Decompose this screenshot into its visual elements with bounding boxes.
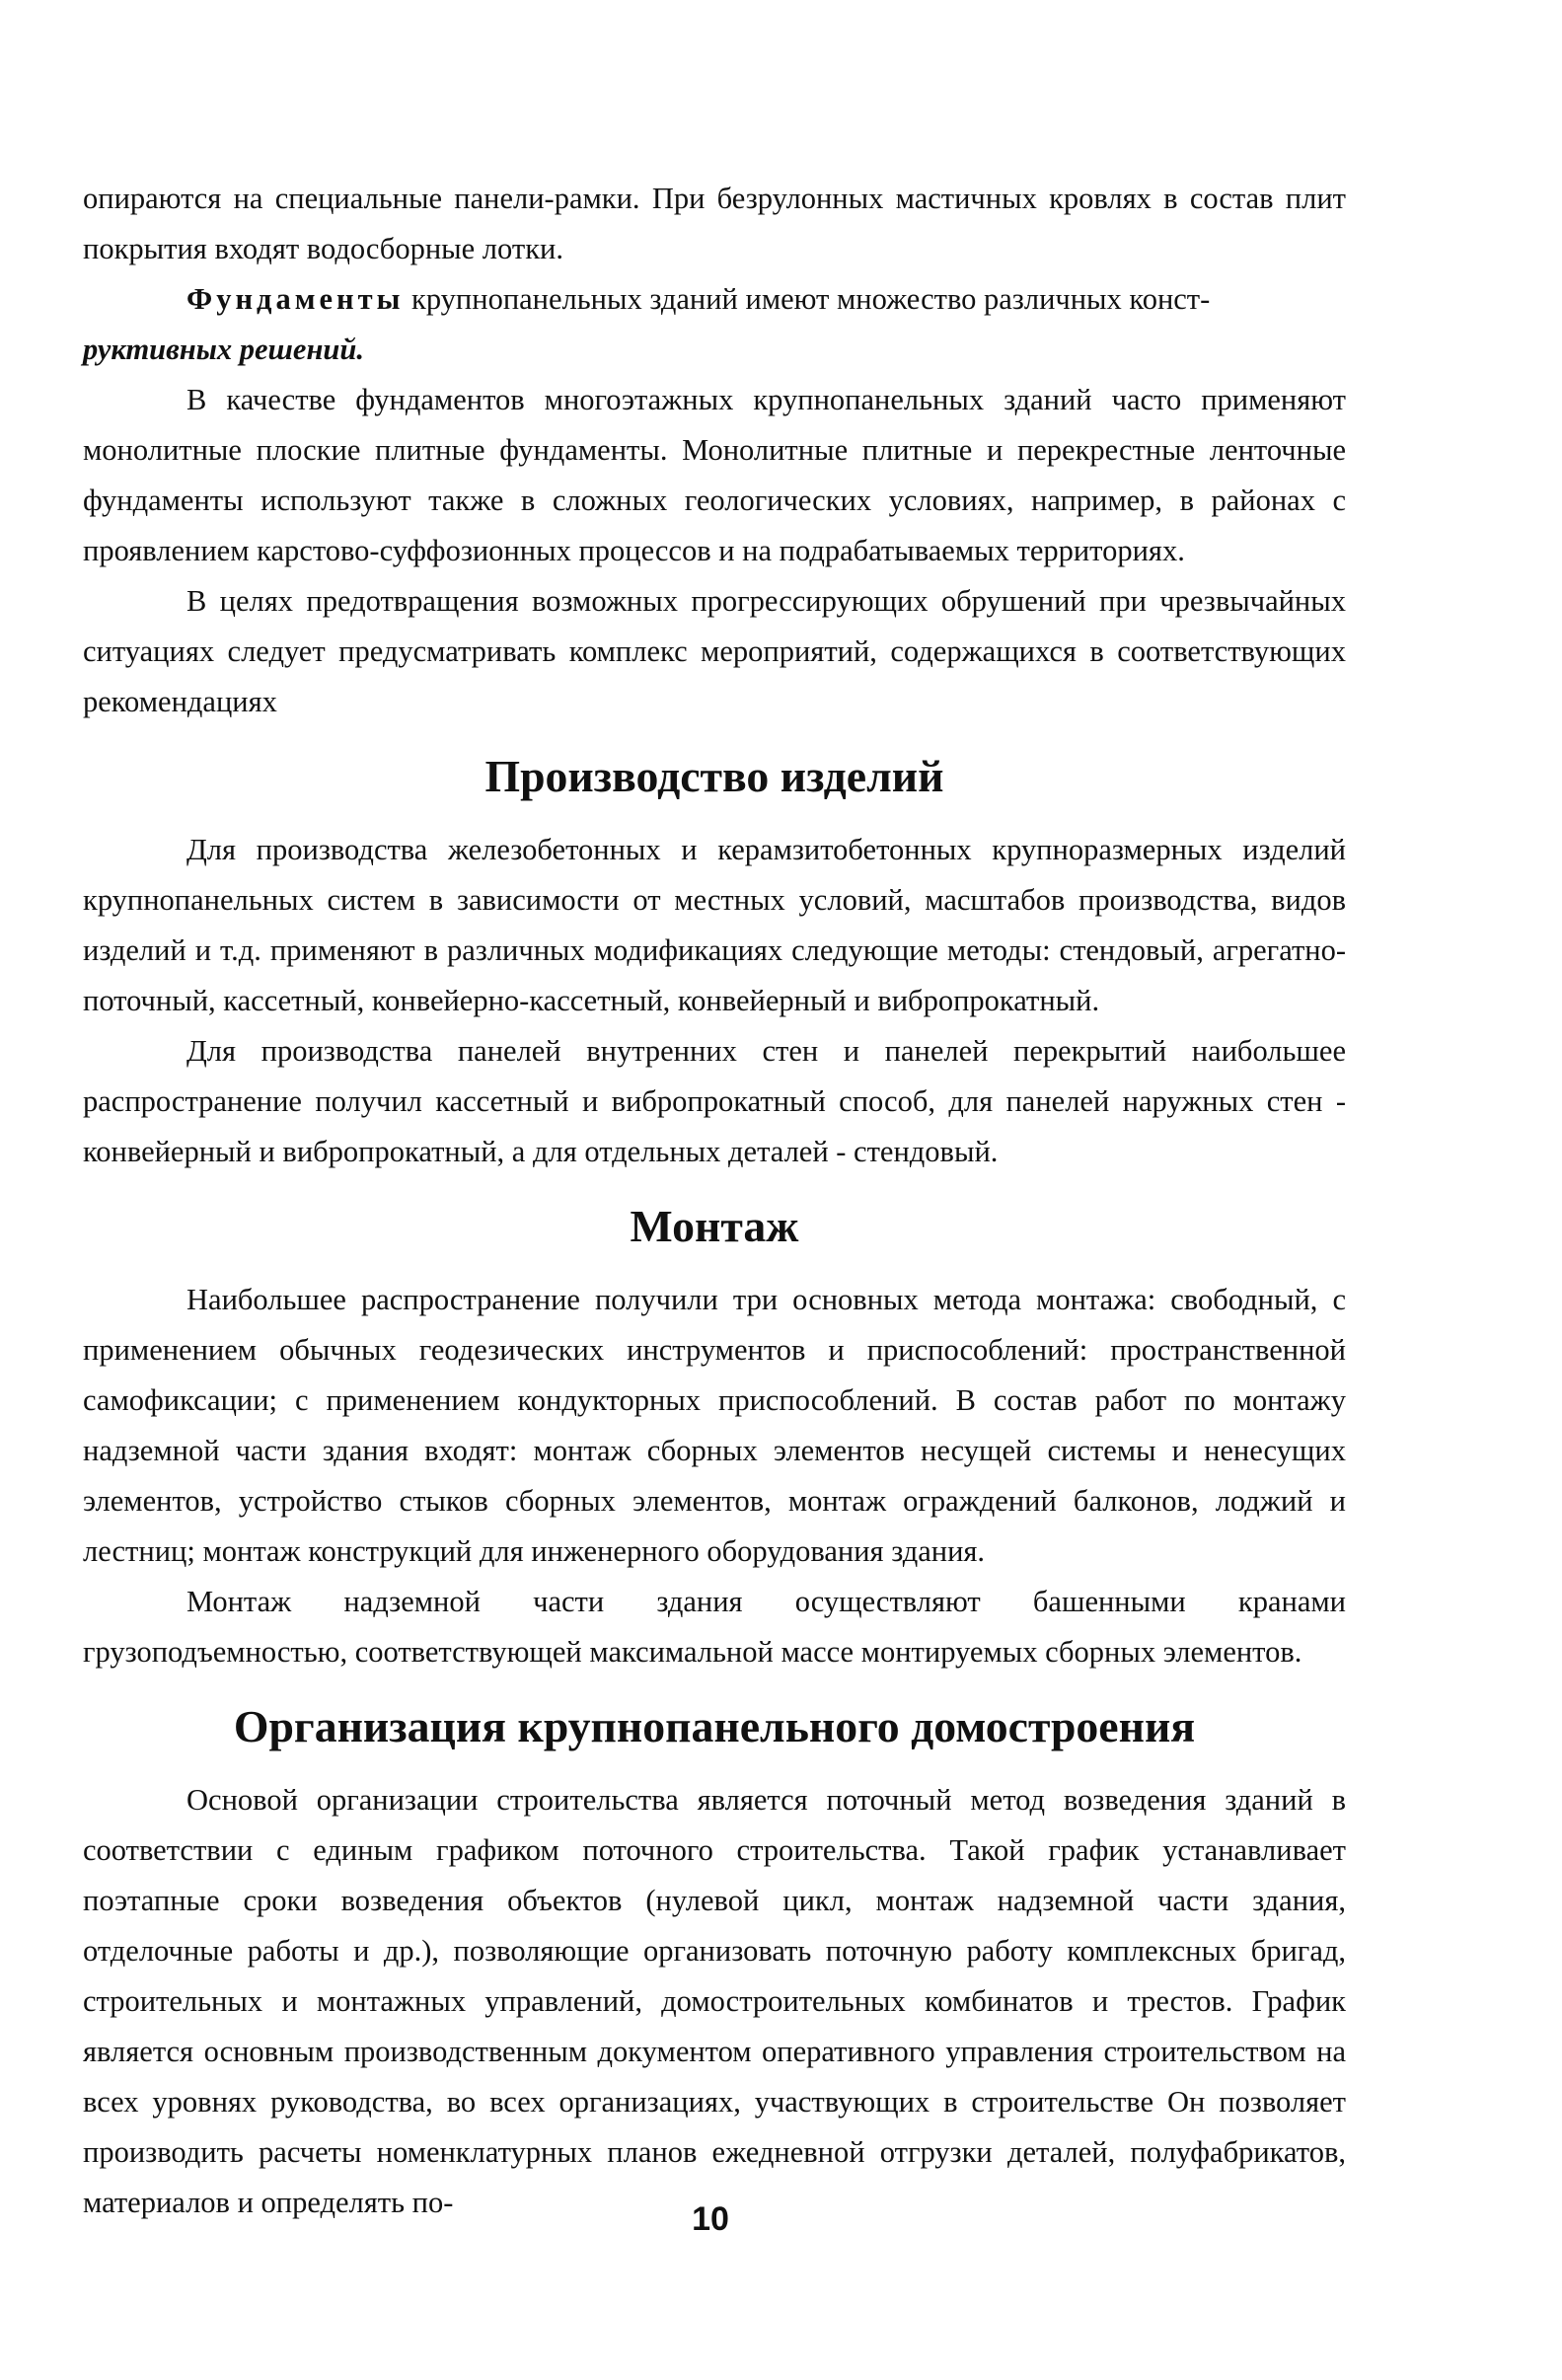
paragraph-foundations-text: крупнопанельных зданий имеют множество различных конст- <box>404 282 1211 316</box>
paragraph-assembly-cranes: Монтаж надземной части здания осуществляют башенными кранами грузоподъемностью, соответствующей максимальной массе монтируемых сборных элементов. <box>83 1585 1346 1669</box>
paragraph-continued: опираются на специальные панели-рамки. При безрулонных мастичных кровлях в состав плит покрытия входят водосборные лотки. <box>83 182 1346 265</box>
paragraph-slab-foundations: В качестве фундаментов многоэтажных крупнопанельных зданий часто применяют монолитные плоские плитные фундаменты. Монолитные плитные и перекрестные ленточные фундаменты используют также в сложных геологических условиях, например, в районах с проявлением карстово-суффозионных процессов и на подрабатываемых территориях. <box>83 383 1346 567</box>
paragraph-production-methods: Для производства железобетонных и керамзитобетонных крупноразмерных изделий крупнопанельных систем в зависимости от местных условий, масштабов производства, видов изделий и т.д. применяют в различных модификациях следующие методы: стендовый, агрегатно-поточный, кассетный, конвейерно-кассетный, конвейерный и вибропрокатный. <box>83 833 1346 1017</box>
paragraph-collapse-prevention: В целях предотвращения возможных прогрессирующих обрушений при чрезвычайных ситуациях следует предусматривать комплекс мероприятий, содержащихся в соответствующих рекомендациях <box>83 584 1346 718</box>
paragraph-foundations <box>83 274 1346 375</box>
term-foundations: Фундаменты <box>186 282 405 316</box>
text-column <box>83 174 1346 2228</box>
paragraph-assembly-methods: Наибольшее распространение получили три основных метода монтажа: свободный, с применением обычных геодезических инструментов и приспособлений: пространственной самофиксации; с применением кондукторных приспособлений. В состав работ по монтажу надземной части здания входят: монтаж сборных элементов несущей системы и ненесущих элементов, устройство стыков сборных элементов, монтаж ограждений балконов, лоджий и лестниц; монтаж конструкций для инженерного оборудования здания. <box>83 1283 1346 1568</box>
section-title-organization: Организация крупнопанельного домостроения <box>233 1701 1196 1751</box>
section-title-assembly: Монтаж <box>630 1201 799 1251</box>
paragraph-foundations-tail: руктивных решений. <box>83 333 364 366</box>
page-number: 10 <box>692 2200 729 2238</box>
paragraph-production-panels: Для производства панелей внутренних стен и панелей перекрытий наибольшее распространение получил кассетный и вибропрокатный способ, для панелей наружных стен - конвейерный и вибропрокатный, а для отдельных деталей - стендовый. <box>83 1034 1346 1168</box>
paragraph-organization: Основой организации строительства является поточный метод возведения зданий в соответствии с единым графиком поточного строительства. Такой график устанавливает поэтапные сроки возведения объектов (нулевой цикл, монтаж надземной части здания, отделочные работы и др.), позволяющие организовать поточную работу комплексных бригад, строительных и монтажных управлений, домостроительных комбинатов и трестов. График является основным производственным документом оперативного управления строительством на всех уровнях руководства, во всех организациях, участвующих в строительстве Он позволяет производить расчеты номенклатурных планов ежедневной отгрузки деталей, полуфабрикатов, материалов и определять по- <box>83 1783 1346 2219</box>
section-title-production: Производство изделий <box>484 751 944 801</box>
